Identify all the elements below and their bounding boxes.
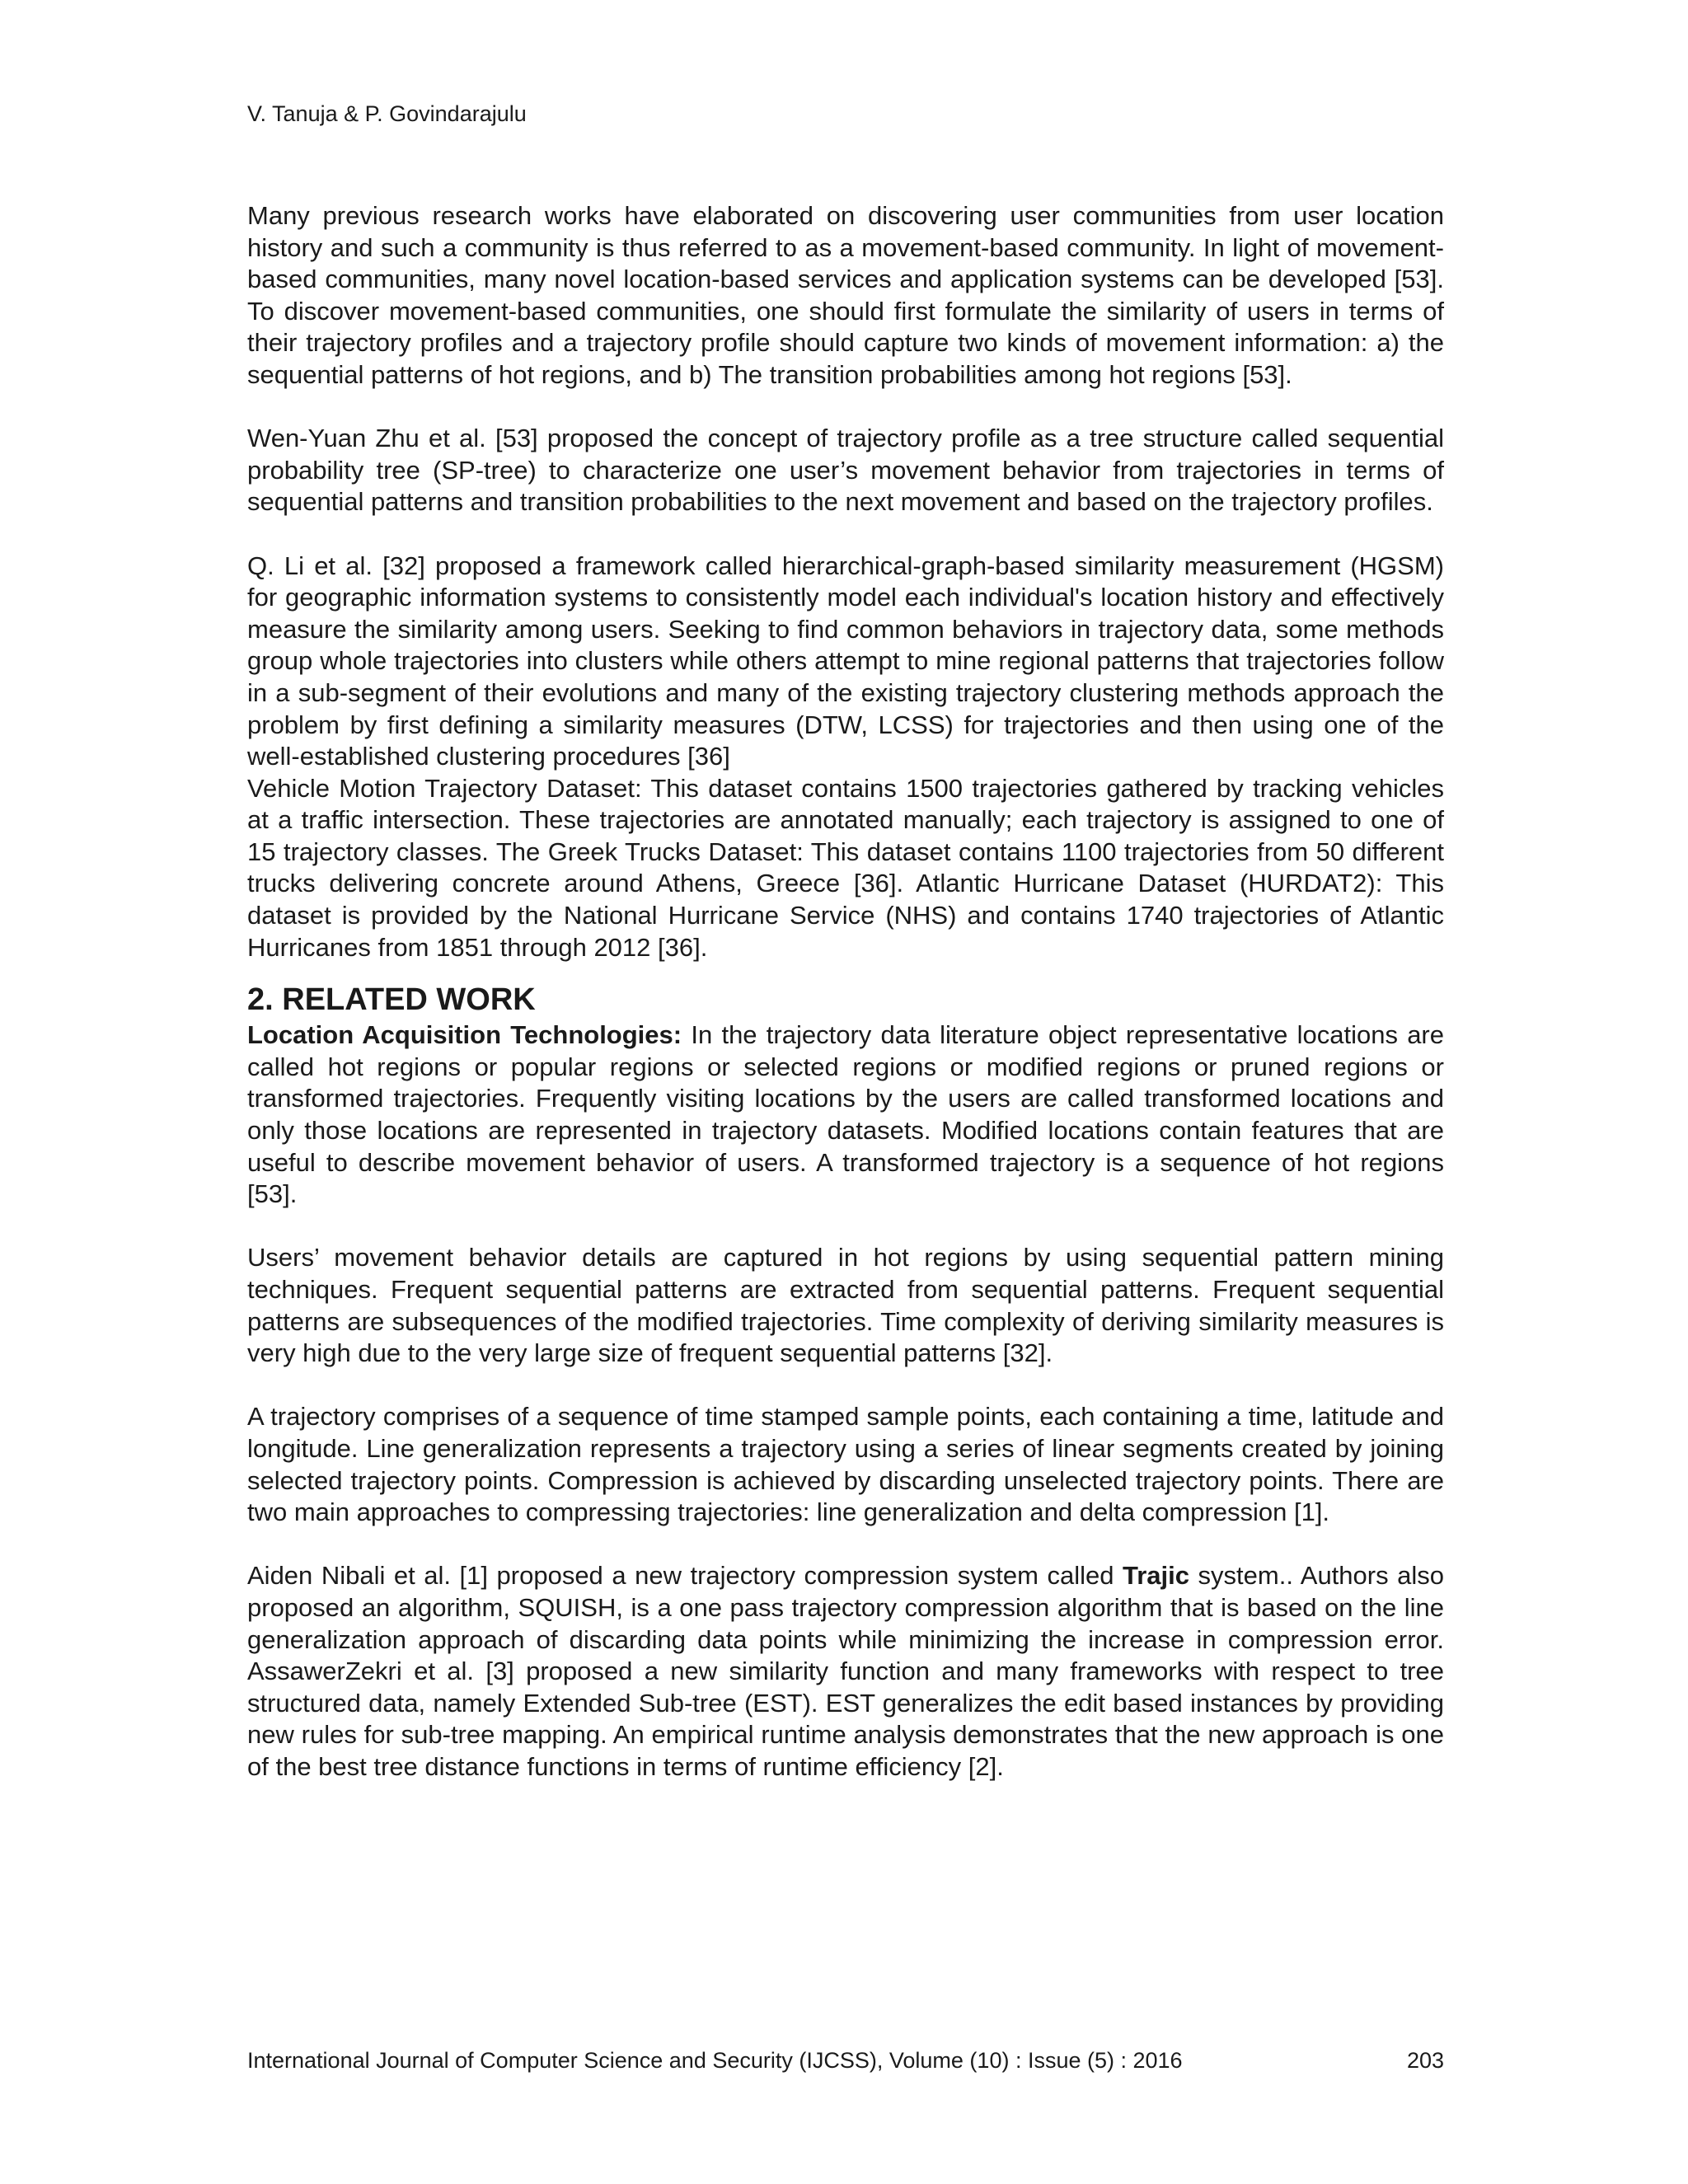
paragraph-movement-behavior: Users’ movement behavior details are captured in hot regions by using sequential pattern mining techniques. Frequent sequential patterns are extracted from sequential patterns. Frequent sequential patterns are subsequences of the modified trajectories. Time complexity of deriving similarity measures is very high due to the very large size of frequent sequential patterns [32].	[247, 1243, 1444, 1368]
paragraph-trajic-text-after: system.. Authors also proposed an algorithm, SQUISH, is a one pass trajectory compression algorithm that is based on the line generalization approach of discarding data points while minimizing the increase in compression error. AssawerZekri et al. [3] proposed a new similarity function and many frameworks with respect to tree structured data, namely Extended Sub-tree (EST). EST generalizes the edit based instances by providing new rules for sub-tree mapping. An empirical runtime analysis demonstrates that the new approach is one of the best tree distance functions in terms of runtime efficiency [2].	[247, 1561, 1445, 1781]
paragraph-datasets: Vehicle Motion Trajectory Dataset: This dataset contains 1500 trajectories gathered by tracking vehicles at a traffic intersection. These trajectories are annotated manually; each trajectory is assigned to one of 15 trajectory classes. The Greek Trucks Dataset: This dataset contains 1100 trajectories from 50 different trucks delivering concrete around Athens, Greece [36]. Atlantic Hurricane Dataset (HURDAT2): This dataset is provided by the National Hurricane Service (NHS) and contains 1740 trajectories of Atlantic Hurricanes from 1851 through 2012 [36].	[247, 773, 1444, 962]
footer-journal-citation: International Journal of Computer Science and Security (IJCSS), Volume (10) : Issue (5) : 2016	[247, 2048, 1183, 2073]
paragraph-hgsm: Q. Li et al. [32] proposed a framework called hierarchical-graph-based similarity measurement (HGSM) for geographic information systems to consistently model each individual's location history and effectively measure the similarity among users. Seeking to find common behaviors in trajectory data, some methods group whole trajectories into clusters while others attempt to mine regional patterns that trajectories follow in a sub-segment of their evolutions and many of the existing trajectory clustering methods approach the problem by first defining a similarity measures (DTW, LCSS) for trajectories and then using one of the well-established clustering procedures [36]	[247, 551, 1444, 771]
page-number: 203	[1406, 2048, 1444, 2073]
paragraph-location-acquisition-text: In the trajectory data literature object representative locations are called hot regions or popular regions or selected regions or modified regions or pruned regions or transformed trajectories. Frequently visiting locations by the users are called transformed locations and only those locations are represented in trajectory datasets. Modified locations contain features that are useful to describe movement behavior of users. A transformed trajectory is a sequence of hot regions [53].	[247, 1020, 1444, 1209]
paragraph-gap	[247, 1211, 1444, 1243]
paragraph-gap	[247, 1370, 1444, 1402]
running-head-authors: V. Tanuja & P. Govindarajulu	[247, 101, 527, 126]
paragraph-sp-tree: Wen-Yuan Zhu et al. [53] proposed the concept of trajectory profile as a tree structure called sequential probability tree (SP-tree) to characterize one user’s movement behavior from trajectories in terms of sequential patterns and transition probabilities to the next movement and based on the trajectory profiles.	[247, 424, 1444, 517]
paragraph-gap	[247, 391, 1444, 424]
paragraph-trajic	[247, 1560, 1444, 1783]
run-in-heading: Location Acquisition Technologies:	[247, 1020, 682, 1050]
paragraph-movement-communities: Many previous research works have elaborated on discovering user communities from user location history and such a community is thus referred to as a movement-based community. In light of movement-based communities, many novel location-based services and application systems can be developed [53]. To discover movement-based communities, one should first formulate the similarity of users in terms of their trajectory profiles and a trajectory profile should capture two kinds of movement information: a) the sequential patterns of hot regions, and b) The transition probabilities among hot regions [53].	[247, 201, 1444, 389]
body-text	[247, 200, 1444, 1783]
paragraph-trajectory-compression: A trajectory comprises of a sequence of time stamped sample points, each containing a time, latitude and longitude. Line generalization represents a trajectory using a series of linear segments created by joining selected trajectory points. Compression is achieved by discarding unselected trajectory points. There are two main approaches to compressing trajectories: line generalization and delta compression [1].	[247, 1402, 1444, 1527]
paragraph-trajic-text-before: Aiden Nibali et al. [1] proposed a new trajectory compression system called	[247, 1561, 1123, 1591]
section-heading-related-work: 2. RELATED WORK	[247, 982, 536, 1018]
paragraph-gap	[247, 1529, 1444, 1561]
trajic-term: Trajic	[1123, 1561, 1190, 1591]
paragraph-gap	[247, 518, 1444, 551]
paragraph-location-acquisition	[247, 1019, 1444, 1211]
